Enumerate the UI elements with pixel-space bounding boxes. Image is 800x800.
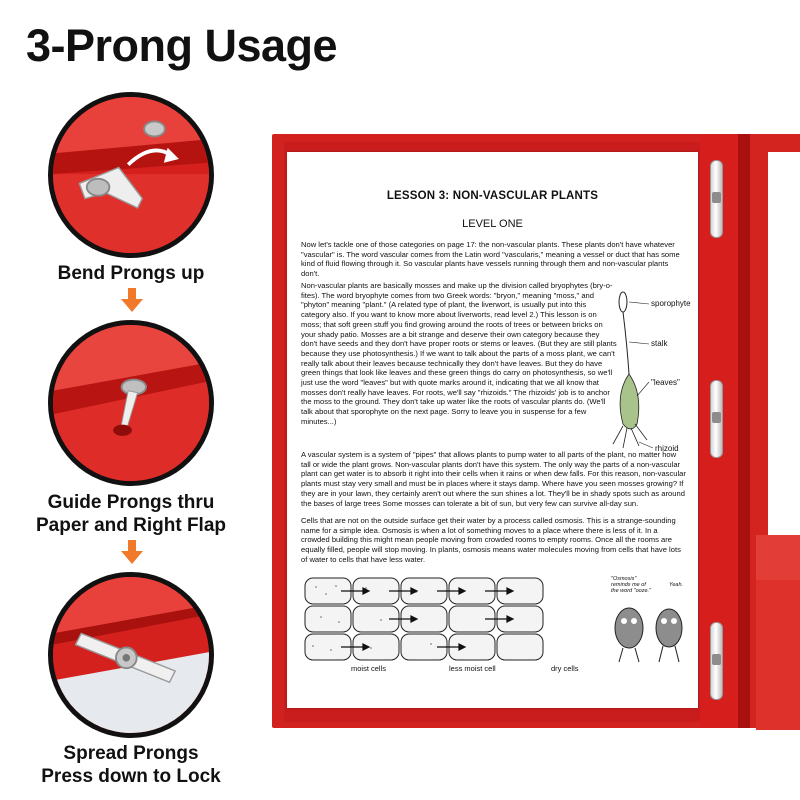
step-3-label xyxy=(0,742,262,788)
cartoon-caption-yeah: Yeah. xyxy=(669,582,684,588)
osmosis-cells-diagram xyxy=(301,572,551,672)
moss-label-rhizoid: rhizoid xyxy=(655,444,679,453)
step-1-image xyxy=(48,92,214,258)
prong-clip-bottom xyxy=(712,654,721,665)
moss-label-sporophyte: sporophyte xyxy=(651,299,691,308)
page-title: 3-Prong Usage xyxy=(26,20,338,71)
step-2-label-line-2: Paper and Right Flap xyxy=(35,515,227,536)
cartoon-caption-osmosis: "Osmosis" reminds me of the word "ooze." xyxy=(611,576,651,594)
cell-label-dry: dry cells xyxy=(551,664,579,673)
step-1-label: Bend Prongs up xyxy=(57,263,205,284)
prong-bend-icon xyxy=(53,97,209,253)
cell-label-less-moist: less moist cell xyxy=(449,664,496,673)
step-3-label-line-2: Press down to Lock xyxy=(41,766,221,787)
prong-guide-icon xyxy=(53,325,209,481)
moss-label-leaves: "leaves" xyxy=(651,378,680,387)
right-pocket-flap xyxy=(756,580,800,730)
folder-spine-shadow xyxy=(738,134,750,728)
step-3-image xyxy=(48,572,214,738)
moss-plant-illustration xyxy=(609,284,697,454)
lesson-title: LESSON 3: NON-VASCULAR PLANTS xyxy=(386,190,599,202)
prong-clip-top xyxy=(712,192,721,203)
moss-label-stalk: stalk xyxy=(651,339,668,348)
step-3-label-line-1: Spread Prongs xyxy=(63,743,199,764)
paragraph-intro: Now let's tackle one of those categories on page 17: the non-vascular plants. These plants don't have whatever "vascular" is. The word vascular comes from the Latin word "vascularis," meaning a vessel or duct that has some kind of fluid flowing through it. So vascular plants have vessels running through them and non-vascular plants don't. xyxy=(301,240,680,279)
prong-lock-icon xyxy=(53,577,209,733)
paragraph-mosses: Non-vascular plants are basically mosses and make up the division called bryophytes (bry-o-fites). The word bryophyte comes from two Greek words: "bryon," meaning "moss," and "phyton" meaning "plant." (A related type of plant, the liverwort, is usually put into this category also. If you want to know more about liverworts, read level 2.) This lesson is on moss; that soft green stuff you find growing around the roots of trees or between bricks on your shady patio. Mosses are a bit strange and deserve their own category because they don't have seeds and they don't have proper roots or stems or leaves. (But they are still plants because they use photosynthesis.) If we want to talk about the parts of a moss plant, we can't really talk about their leaves because technically they don't have leaves. But they do have green things that look like leaves and these green things do carry on photosynthesis, so we'll just use the word "leaves" but with quote marks around it, indicating that we all know that mosses don't really have leaves. For roots, we'll say "rhizoids." The rhizoids' job is to anchor the moss to the ground. They don't take up water like the roots of vascular plants do. (We'll talk about that sporophyte on the next page. Sorry to leave you in suspense for a few minutes...) xyxy=(301,281,617,426)
arrow-down-icon xyxy=(121,288,143,312)
cell-label-moist: moist cells xyxy=(351,664,387,673)
step-2-label-line-1: Guide Prongs thru xyxy=(47,492,215,513)
prong-clip-middle xyxy=(712,412,721,423)
arrow-down-icon xyxy=(121,540,143,564)
worksheet-page xyxy=(287,152,698,708)
paragraph-osmosis: Cells that are not on the outside surface get their water by a process called osmosis. This is a strange-sounding name for a simple idea. Osmosis is when a lot of something moves to a place where there is less of it. In a crowded building this might mean people moving from crowded rooms to empty rooms. Once all the rooms are equally filled, people will stop moving. In plants, osmosis means water molecules moving from cells that have lots of water to cells that have less water. xyxy=(301,516,681,564)
paragraph-vascular-system: A vascular system is a system of "pipes" that allows plants to pump water to all parts of the plant, no matter how tall or wide the plant grows. Non-vascular plants don't have this system. The only way the parts of a non-vascular plant can get water is to absorb it right into their cells when it rains or when dew falls. For this reason, non-vascular plants must stay very small and must be in places where it stays damp. Where have you seen mosses growing? If they are in your lawn, they certainly aren't out where the sun shines a lot. They'll be in shady spots such as around the bases of large trees Some mosses can tolerate a bit of sun, but very few can survive all-day sun. xyxy=(301,450,686,508)
step-2-label xyxy=(0,491,262,537)
step-2-image xyxy=(48,320,214,486)
lesson-level: LEVEL ONE xyxy=(462,218,523,230)
